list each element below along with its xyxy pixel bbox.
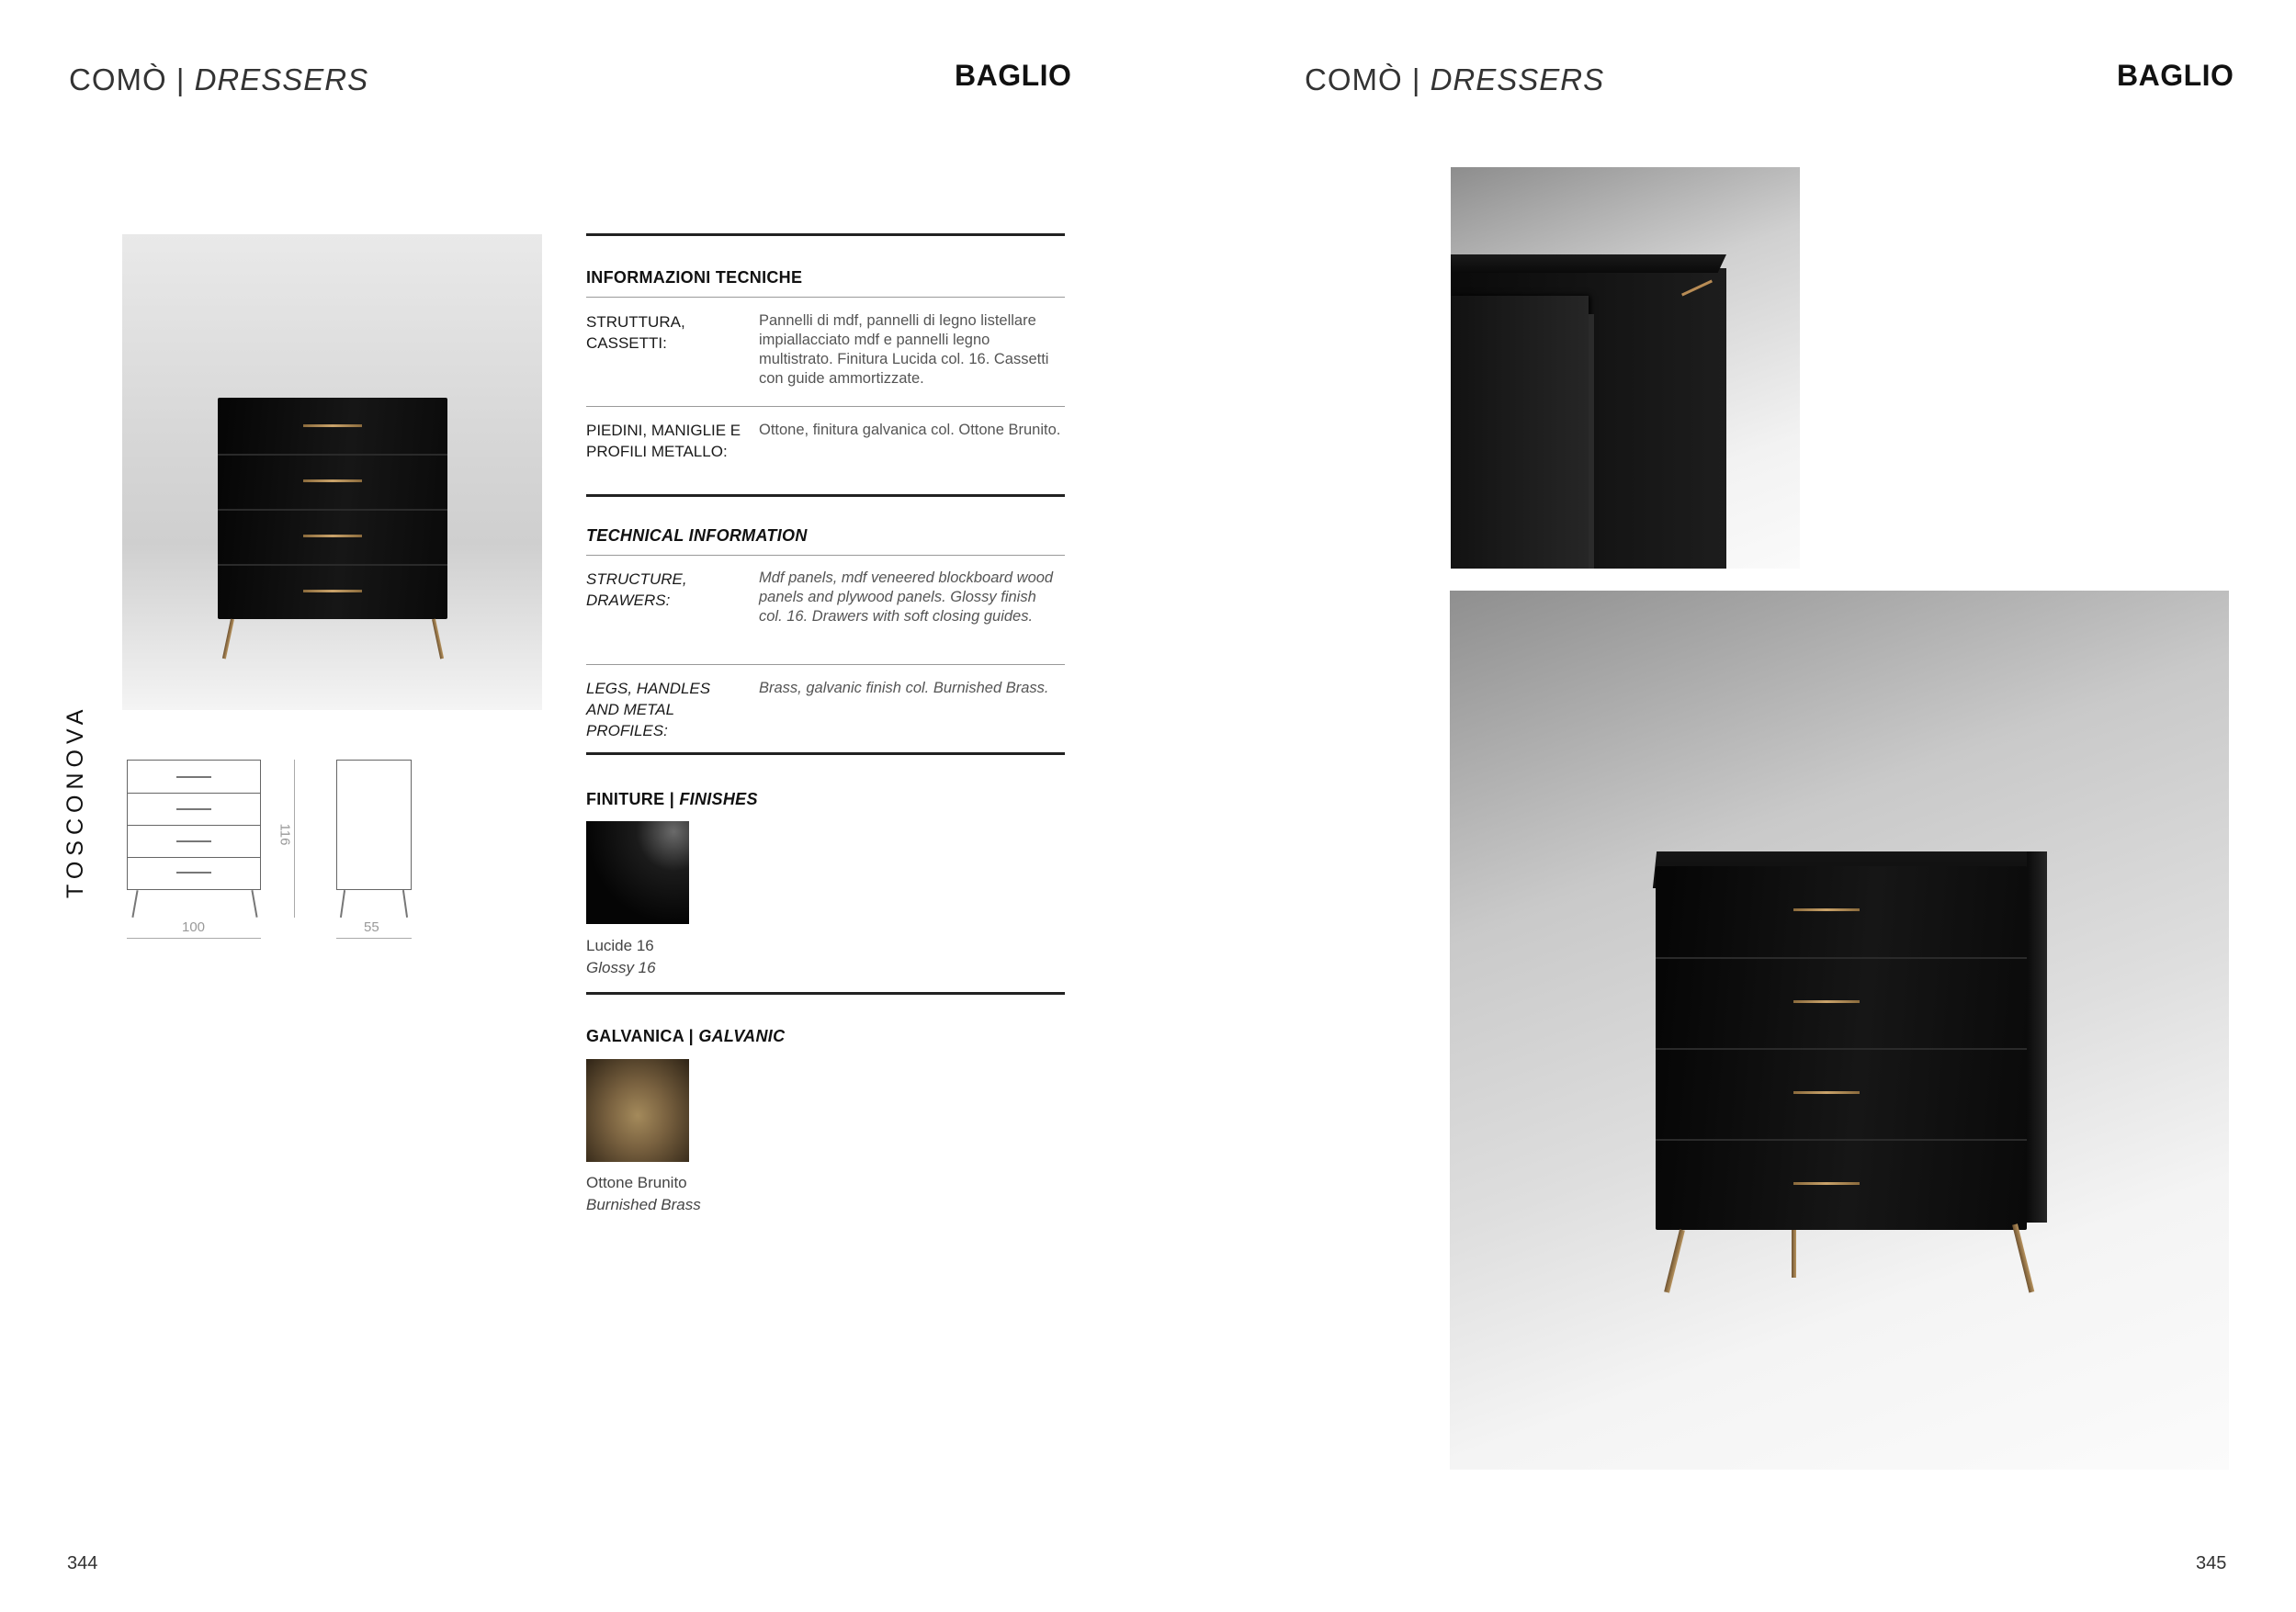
section-header-right (1305, 62, 1604, 97)
galvanic-swatch-brass (586, 1059, 689, 1162)
finish-name-en: Glossy 16 (586, 959, 656, 976)
divider (586, 992, 1065, 995)
tech-it-label: STRUTTURA, CASSETTI: (586, 313, 685, 352)
tech-it-label: PIEDINI, MANIGLIE E PROFILI METALLO: (586, 422, 741, 460)
section-label: COMÒ (1305, 62, 1403, 96)
dimension-depth: 55 (364, 919, 379, 935)
dresser-image (218, 398, 447, 619)
divider (586, 233, 1065, 236)
divider (586, 752, 1065, 755)
tech-it-title: INFORMAZIONI TECNICHE (586, 268, 803, 287)
separator: | (175, 62, 186, 96)
tech-en-value: Mdf panels, mdf veneered blockboard wood panels and plywood panels. Glossy finish col. 16. Drawers with soft closing guides. (759, 569, 1054, 625)
tech-en-value: Brass, galvanic finish col. Burnished Brass. (759, 680, 1049, 696)
tech-it-value: Ottone, finitura galvanica col. Ottone Brunito. (759, 422, 1061, 438)
product-name-left: BAGLIO (955, 59, 1072, 92)
detail-photo (1451, 167, 1800, 569)
brand-vertical: TOSCONOVA (62, 704, 88, 898)
separator: | (1411, 62, 1421, 96)
dresser-image-large (1656, 866, 2027, 1230)
section-label: COMÒ (69, 62, 167, 96)
section-header-left (69, 62, 368, 97)
product-name-right: BAGLIO (2117, 59, 2234, 92)
finish-name-it: Lucide 16 (586, 937, 654, 954)
tech-en-label: STRUCTURE, DRAWERS: (586, 570, 687, 609)
main-photo (1450, 591, 2229, 1470)
page-number-left: 344 (67, 1553, 98, 1573)
finishes-title: FINITURE | FINISHES (586, 790, 758, 808)
galvanic-title: GALVANICA | GALVANIC (586, 1027, 786, 1045)
dimension-height: 116 (277, 823, 293, 846)
tech-en-title: TECHNICAL INFORMATION (586, 526, 808, 545)
section-label-en: DRESSERS (1430, 62, 1605, 96)
galvanic-name-en: Burnished Brass (586, 1196, 701, 1213)
divider (586, 494, 1065, 497)
tech-it-value: Pannelli di mdf, pannelli di legno listellare impiallacciato mdf e pannelli legno multistrato. Finitura Lucida col. 16. Cassetti con guide ammortizzate. (759, 312, 1049, 387)
finish-swatch-glossy (586, 821, 689, 924)
dimension-width: 100 (182, 919, 206, 935)
tech-en-label: LEGS, HANDLES AND METAL PROFILES: (586, 680, 711, 739)
galvanic-name-it: Ottone Brunito (586, 1174, 687, 1191)
product-photo (122, 234, 542, 710)
section-label-en: DRESSERS (194, 62, 369, 96)
page-number-right: 345 (2196, 1553, 2227, 1573)
